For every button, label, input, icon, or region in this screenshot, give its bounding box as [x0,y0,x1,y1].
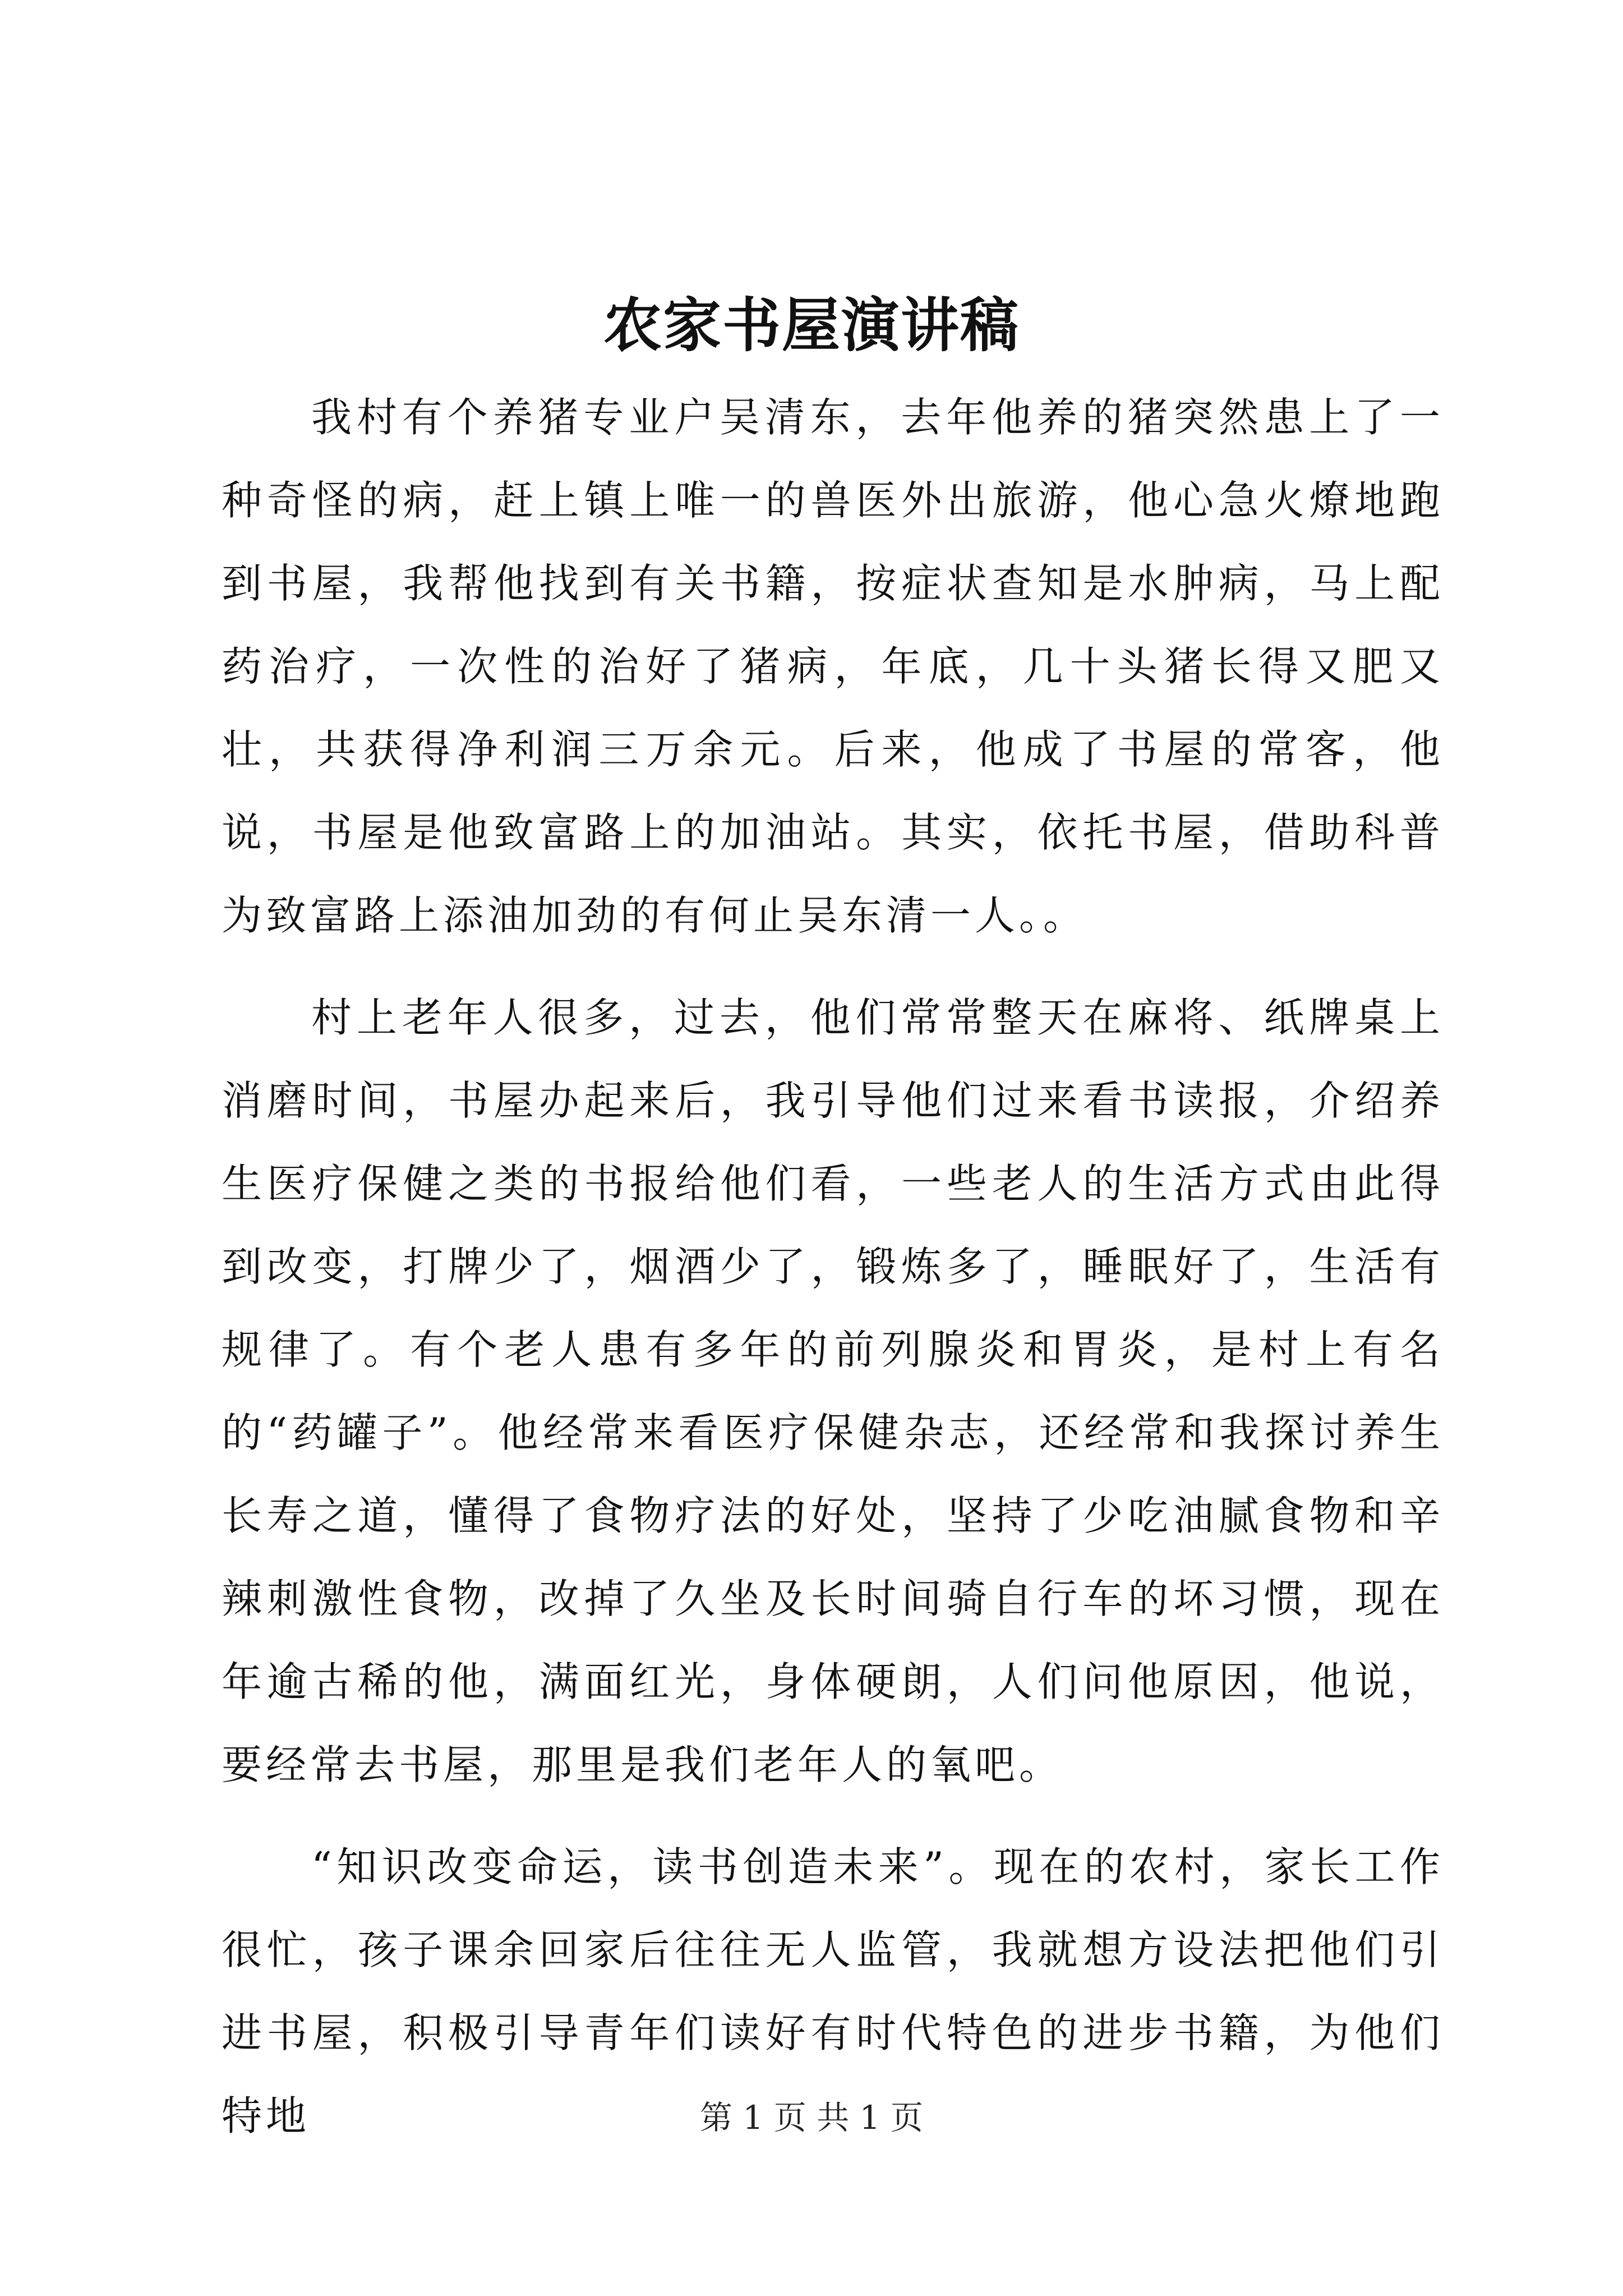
paragraph-3: “知识改变命运，读书创造未来”。现在的农村，家长工作很忙，孩子课余回家后往往无人监管，我就想方设法把他们引进书屋，积极引导青年们读好有时代特色的进步书籍，为他们特地 [222,1843,1444,2139]
page-footer: 第 1 页 共 1 页 [700,2099,923,2137]
document-title: 农家书屋演讲稿 [603,291,1020,360]
document-body [222,376,1444,2157]
paragraph-1: 我村有个养猪专业户吴清东，去年他养的猪突然患上了一种奇怪的病，赶上镇上唯一的兽医外出旅游，他心急火燎地跑到书屋，我帮他找到有关书籍，按症状查知是水肿病，马上配药治疗，一次性的治好了猪病，年底，几十头猪长得又肥又壮，共获得净利润三万余元。后来，他成了书屋的常客，他说，书屋是他致富路上的加油站。其实，依托书屋，借助科普为致富路上添油加劲的有何止吴东清一人。。 [222,394,1444,939]
paragraph-2: 村上老年人很多，过去，他们常常整天在麻将、纸牌桌上消磨时间，书屋办起来后，我引导他们过来看书读报，介绍养生医疗保健之类的书报给他们看，一些老人的生活方式由此得到改变，打牌少了，烟酒少了，锻炼多了，睡眠好了，生活有规律了。有个老人患有多年的前列腺炎和胃炎，是村上有名的“药罐子”。他经常来看医疗保健杂志，还经常和我探讨养生长寿之道，懂得了食物疗法的好处，坚持了少吃油腻食物和辛辣刺激性食物，改掉了久坐及长时间骑自行车的坏习惯，现在年逾古稀的他，满面红光，身体硬朗，人们问他原因，他说，要经常去书屋，那里是我们老年人的氧吧。 [222,994,1444,1788]
